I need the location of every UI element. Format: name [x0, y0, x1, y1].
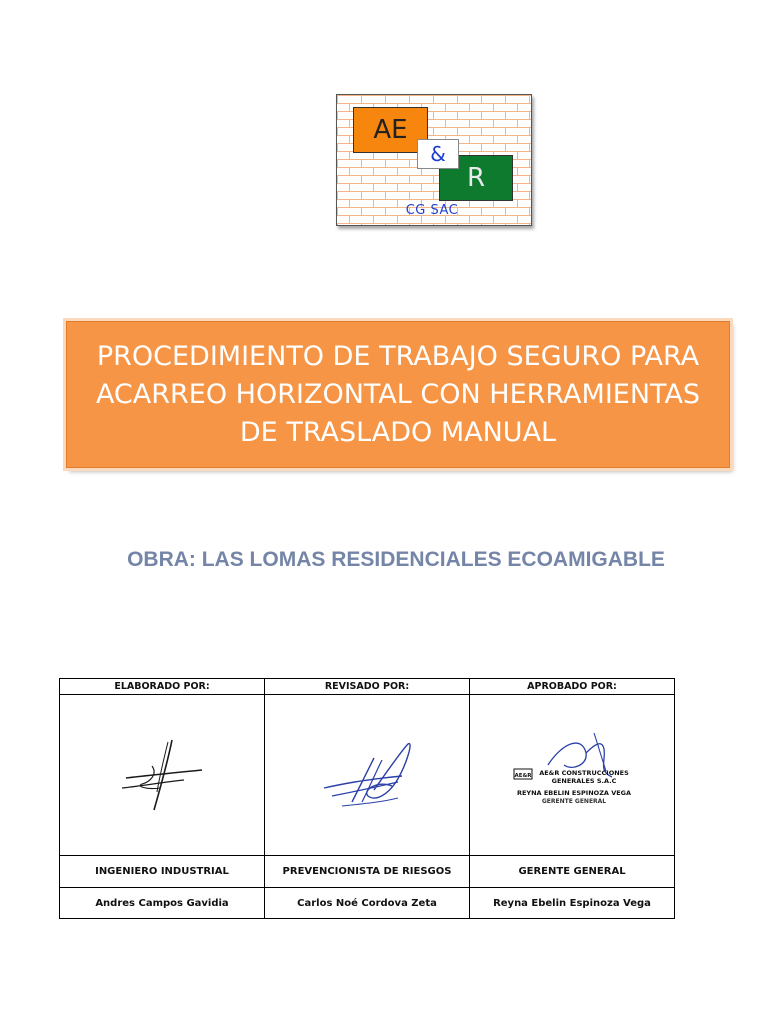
- role-elaborado: INGENIERO INDUSTRIAL: [60, 856, 265, 888]
- stamp-line-2: GENERALES S.A.C: [551, 777, 617, 785]
- logo-ampersand: &: [417, 139, 459, 169]
- role-revisado: PREVENCIONISTA DE RIESGOS: [265, 856, 470, 888]
- signature-row: [60, 695, 675, 856]
- name-revisado: Carlos Noé Cordova Zeta: [265, 888, 470, 919]
- name-row: [60, 888, 675, 919]
- title-banner: [66, 321, 730, 468]
- header-revisado: REVISADO POR:: [265, 679, 470, 695]
- signature-header-row: [60, 679, 675, 695]
- signature-cell-revisado: [265, 695, 470, 856]
- project-name: OBRA: LAS LOMAS RESIDENCIALES ECOAMIGABLE: [127, 548, 665, 571]
- logo-cg-sac: CG SAC: [405, 202, 459, 218]
- role-aprobado: GERENTE GENERAL: [470, 856, 675, 888]
- header-elaborado: ELABORADO POR:: [60, 679, 265, 695]
- role-row: [60, 856, 675, 888]
- stamp-line-1: AE&R CONSTRUCCIONES: [539, 769, 629, 777]
- logo-r-block: R: [439, 155, 513, 201]
- signature-table: [59, 678, 675, 919]
- stamp-line-3: REYNA EBELIN ESPINOZA VEGA: [516, 789, 632, 797]
- logo-ae-block: AE: [353, 107, 428, 153]
- company-logo: [336, 94, 532, 226]
- signature-cell-aprobado: [470, 695, 675, 856]
- header-aprobado: APROBADO POR:: [470, 679, 675, 695]
- stamp-line-4: GERENTE GENERAL: [541, 798, 607, 805]
- signature-elaborado: [102, 730, 222, 820]
- document-title: PROCEDIMIENTO DE TRABAJO SEGURO PARA ACARREO HORIZONTAL CON HERRAMIENTAS DE TRASLADO MANUAL: [95, 340, 701, 448]
- signature-revisado: [302, 730, 432, 820]
- signature-aprobado: [502, 725, 642, 825]
- stamp-logo-text: AE&R: [514, 773, 532, 779]
- signature-cell-elaborado: [60, 695, 265, 856]
- name-elaborado: Andres Campos Gavidia: [60, 888, 265, 919]
- name-aprobado: Reyna Ebelin Espinoza Vega: [470, 888, 675, 919]
